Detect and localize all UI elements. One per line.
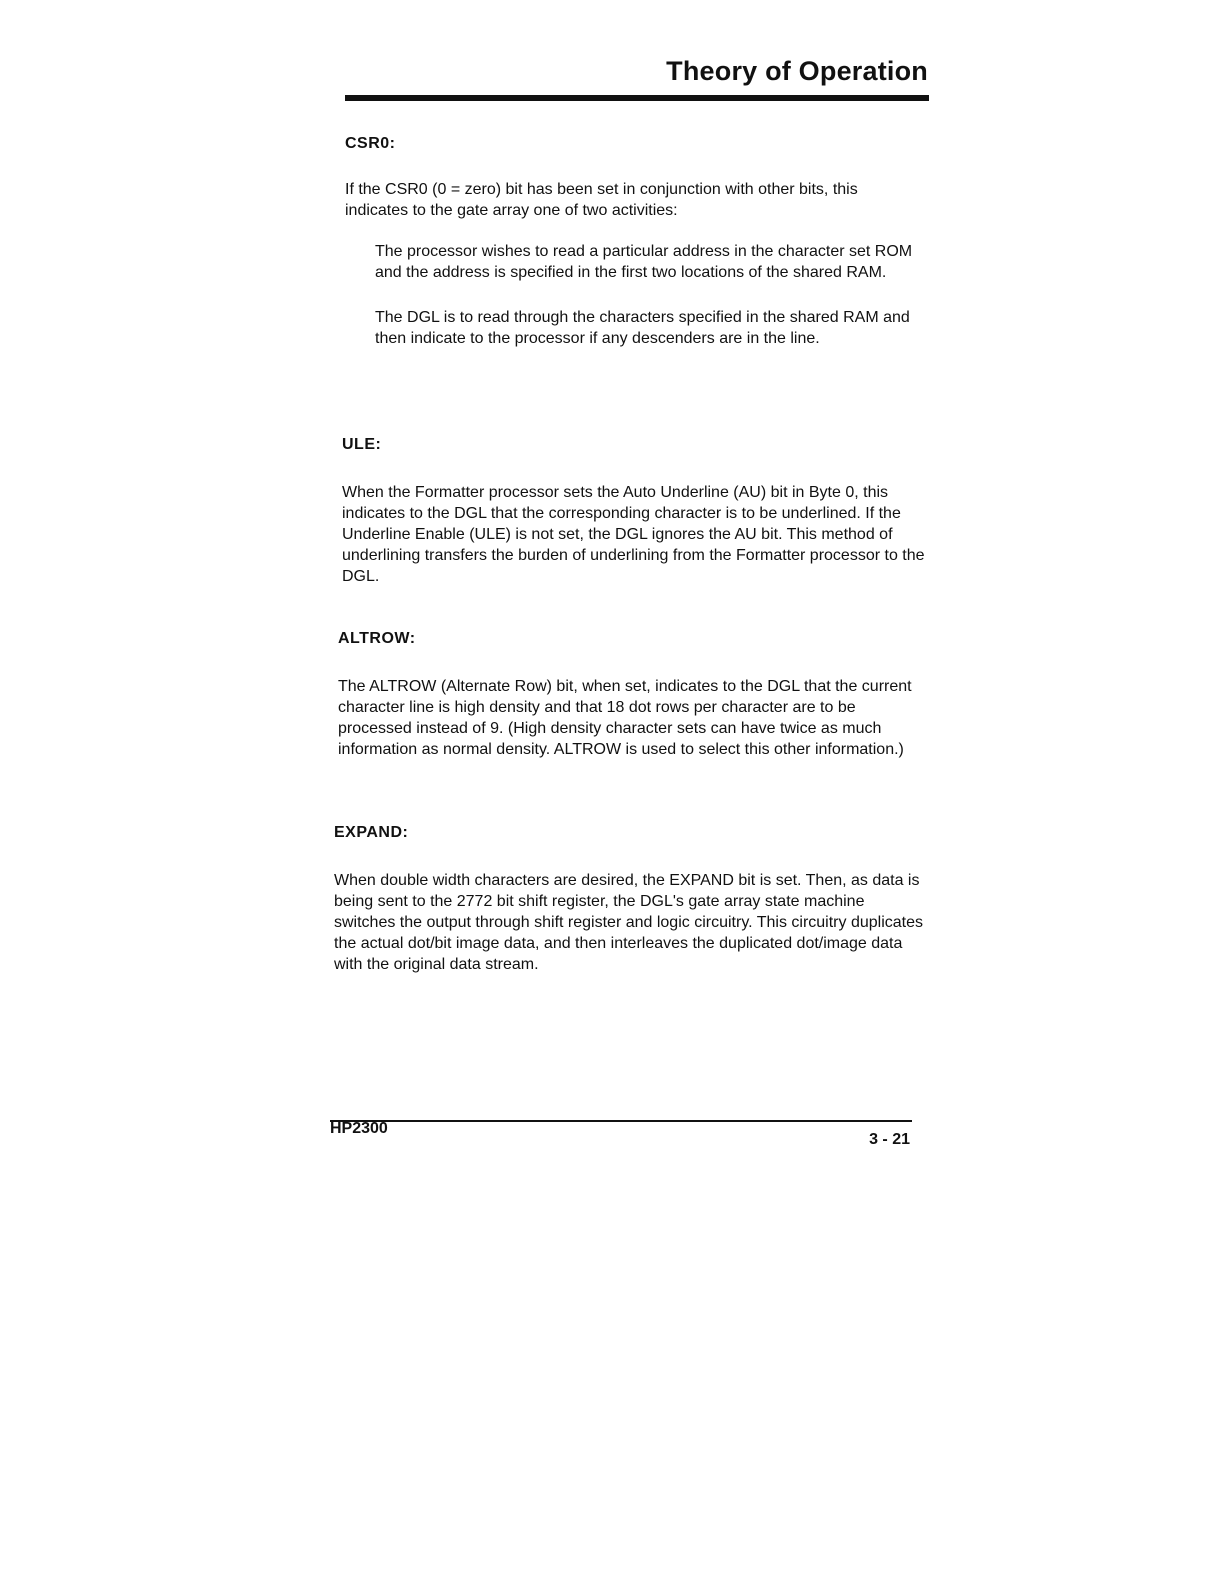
footer-product: HP2300 (330, 1120, 388, 1137)
section-altrow (338, 630, 928, 760)
section-heading: ALTROW: (338, 630, 416, 647)
header-rule (345, 95, 929, 101)
section-intro: If the CSR0 (0 = zero) bit has been set in conjunction with other bits, this indicates to the gate array one of two activities: (345, 181, 858, 219)
section-heading: CSR0: (345, 135, 396, 152)
page-title: Theory of Operation (666, 56, 928, 86)
section-body: When double width characters are desired, the EXPAND bit is set. Then, as data is being sent to the 2772 bit shift register, the DGL's gate array state machine switches the output through shift register and logic circuitry. This circuitry duplicates the actual dot/bit image data, and then interleaves the duplicated dot/image data with the original data stream. (334, 872, 923, 973)
section-ule (342, 436, 932, 587)
indented-item: The processor wishes to read a particular address in the character set ROM and the address is specified in the first two locations of the shared RAM. (375, 243, 913, 281)
section-heading: EXPAND: (334, 824, 409, 841)
section-heading: ULE: (342, 436, 382, 453)
footer-rule (330, 1120, 912, 1122)
section-csr0 (345, 135, 935, 373)
indented-item: The DGL is to read through the characters specified in the shared RAM and then indicate to the processor if any descenders are in the line. (375, 309, 910, 347)
section-expand (334, 824, 924, 975)
section-body: The ALTROW (Alternate Row) bit, when set, indicates to the DGL that the current character line is high density and that 18 dot rows per character are to be processed instead of 9. (High density character sets can have twice as much information as normal density. ALTROW is used to select this other information.) (338, 678, 912, 758)
footer-page-number: 3 - 21 (869, 1131, 910, 1148)
section-body: When the Formatter processor sets the Auto Underline (AU) bit in Byte 0, this indicates to the DGL that the corresponding character is to be underlined. If the Underline Enable (ULE) is not set, the DGL ignores the AU bit. This method of underlining transfers the burden of underlining from the Formatter processor to the DGL. (342, 484, 925, 585)
